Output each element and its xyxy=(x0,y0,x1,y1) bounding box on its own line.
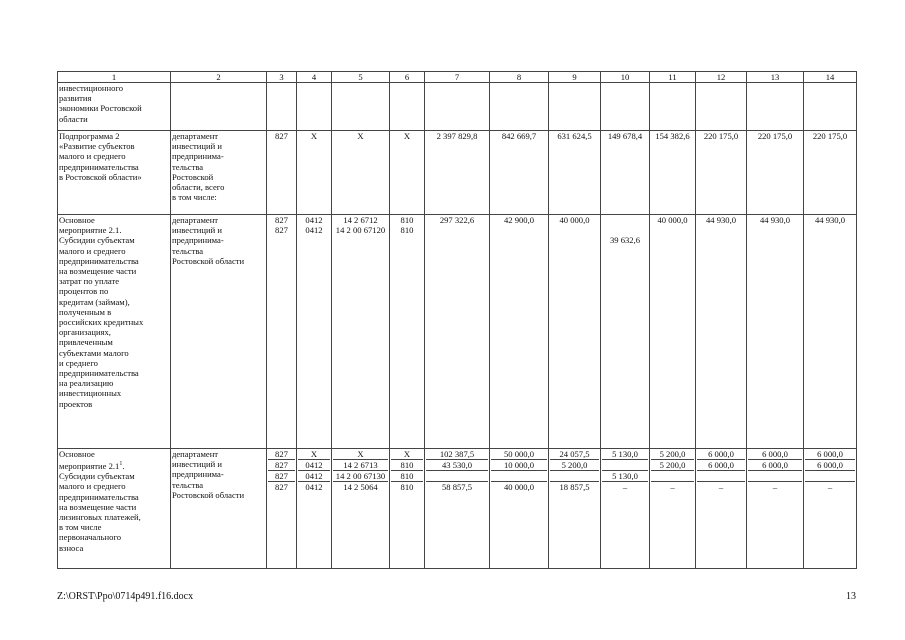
csr-code: 14 2 5064 xyxy=(343,482,378,492)
year-value xyxy=(748,471,802,482)
year-value xyxy=(805,471,855,482)
year-value: 6 000,0 xyxy=(748,449,802,460)
rzpr-code: 0412 xyxy=(305,482,323,492)
year-value: 220 175,0 xyxy=(696,131,747,215)
program-name: Подпрограмма 2 «Развитие субъектов малого и среднего предпринимательства в Ростовской области» xyxy=(58,131,171,215)
year-value: 842 669,7 xyxy=(490,131,549,215)
year-value: 44 930,0 xyxy=(696,215,747,449)
col-header: 13 xyxy=(747,72,804,83)
year-value: – xyxy=(772,482,778,492)
year-value: 631 624,5 xyxy=(549,131,601,215)
program-name: Основное мероприятие 2.1. Субсидии субъектам малого и среднего предпринимательства на возмещение части затрат по уплате процентов по кредитам (займам), полученным в российских кредитных организациях, привлеченным субъектами малого и среднего предпринимательства на реализацию инвестиционных проектов xyxy=(58,215,171,449)
rzpr-code: Х xyxy=(298,449,330,460)
grbs-code: 827 xyxy=(268,471,295,482)
budget-table xyxy=(57,71,857,569)
total-value: 58 857,5 xyxy=(441,482,473,492)
header-row xyxy=(58,72,857,83)
year-value: 40 000,0 xyxy=(650,215,696,449)
year-value: 44 930,0 xyxy=(804,215,857,449)
vr-code: 810 xyxy=(391,471,423,482)
rzpr-code: 0412 xyxy=(305,215,323,225)
executor: департамент инвестиций и предпринима- тельства Ростовской области xyxy=(171,449,267,569)
program-name-head: Основное мероприятие 2.1 xyxy=(59,449,120,472)
year-value: – xyxy=(827,482,833,492)
year-value: 5 130,0 xyxy=(602,449,648,460)
col-header: 2 xyxy=(171,72,267,83)
vr-code: 810 xyxy=(400,482,414,492)
year-value: – xyxy=(718,482,724,492)
program-name: инвестиционного развития экономики Ростовской области xyxy=(58,83,171,131)
year-value: 154 382,6 xyxy=(650,131,696,215)
grbs-code: 827 xyxy=(275,225,288,236)
vr-code: 810 xyxy=(400,215,414,225)
total-value xyxy=(426,471,488,482)
rzpr-code: Х xyxy=(297,131,332,215)
grbs-code: 827 xyxy=(267,131,297,215)
vr-code: Х xyxy=(390,131,425,215)
grbs-code: 827 xyxy=(268,449,295,460)
rzpr-code: 0412 xyxy=(298,460,330,471)
year-value: 5 130,0 xyxy=(602,471,648,482)
total-value: 43 530,0 xyxy=(426,460,488,471)
year-value: 5 200,0 xyxy=(550,460,599,471)
year-value: 220 175,0 xyxy=(804,131,857,215)
year-value: 42 900,0 xyxy=(490,215,549,449)
csr-code: 14 2 00 67120 xyxy=(335,225,386,236)
year-value: 6 000,0 xyxy=(697,460,745,471)
vr-code: 810 xyxy=(391,460,423,471)
grbs-code: 827 xyxy=(275,215,288,225)
csr-code: 14 2 00 67130 xyxy=(333,471,388,482)
csr-code: 14 2 6713 xyxy=(333,460,388,471)
year-value: 6 000,0 xyxy=(748,460,802,471)
page-number: 13 xyxy=(846,591,856,602)
year-value xyxy=(697,471,745,482)
col-header: 8 xyxy=(490,72,549,83)
csr-code: Х xyxy=(332,131,390,215)
grbs-code: 827 xyxy=(275,482,288,492)
year-value: 40 000,0 xyxy=(549,215,601,449)
col-header: 11 xyxy=(650,72,696,83)
col-header: 10 xyxy=(601,72,650,83)
total-value: 102 387,5 xyxy=(426,449,488,460)
year-value: 6 000,0 xyxy=(697,449,745,460)
rzpr-code: 0412 xyxy=(305,225,323,236)
vr-code: 810 xyxy=(400,225,414,236)
table-row xyxy=(58,215,857,449)
table-row xyxy=(58,83,857,131)
col-header: 1 xyxy=(58,72,171,83)
table-row xyxy=(58,131,857,215)
col-header: 9 xyxy=(549,72,601,83)
csr-code: 14 2 6712 xyxy=(343,215,378,225)
col-header: 3 xyxy=(267,72,297,83)
year-value: 18 857,5 xyxy=(559,482,590,492)
year-value: 24 057,5 xyxy=(550,449,599,460)
vr-code: Х xyxy=(391,449,423,460)
program-name xyxy=(58,449,171,569)
col-header: 5 xyxy=(332,72,390,83)
year-value: 44 930,0 xyxy=(747,215,804,449)
grbs-code: 827 xyxy=(268,460,295,471)
superscript: 1 xyxy=(119,461,123,468)
year-value: 6 000,0 xyxy=(805,460,855,471)
year-value: 220 175,0 xyxy=(747,131,804,215)
year-value: 5 200,0 xyxy=(651,449,694,460)
year-value xyxy=(550,471,599,482)
col-header: 14 xyxy=(804,72,857,83)
col-header: 12 xyxy=(696,72,747,83)
year-value xyxy=(491,471,547,482)
total-value: 297 322,6 xyxy=(425,215,490,449)
year-value: – xyxy=(622,482,628,492)
col-header: 6 xyxy=(390,72,425,83)
col-header: 7 xyxy=(425,72,490,83)
executor: департамент инвестиций и предпринима- тельства Ростовской области xyxy=(171,215,267,449)
executor: департамент инвестиций и предпринима- тельства Ростовской области, всего в том числе: xyxy=(171,131,267,215)
year-value: 10 000,0 xyxy=(491,460,547,471)
col-header: 4 xyxy=(297,72,332,83)
rzpr-code: 0412 xyxy=(298,471,330,482)
year-value: 5 200,0 xyxy=(651,460,694,471)
year-value: 39 632,6 xyxy=(601,215,650,449)
document-path: Z:\ORST\Ppo\0714p491.f16.docx xyxy=(57,591,194,602)
year-value: 50 000,0 xyxy=(491,449,547,460)
program-name-rest: . Субсидии субъектам малого и среднего предпринимательства на возмещение части лизинговых платежей, в том числе первоначального взноса xyxy=(59,461,141,553)
year-value: 6 000,0 xyxy=(805,449,855,460)
csr-code: Х xyxy=(333,449,388,460)
year-value: – xyxy=(670,482,675,492)
total-value: 2 397 829,8 xyxy=(425,131,490,215)
year-value xyxy=(651,471,694,482)
year-value: 149 678,4 xyxy=(601,131,650,215)
table-row xyxy=(58,449,857,569)
year-value: 40 000,0 xyxy=(503,482,535,492)
year-value xyxy=(602,460,648,471)
